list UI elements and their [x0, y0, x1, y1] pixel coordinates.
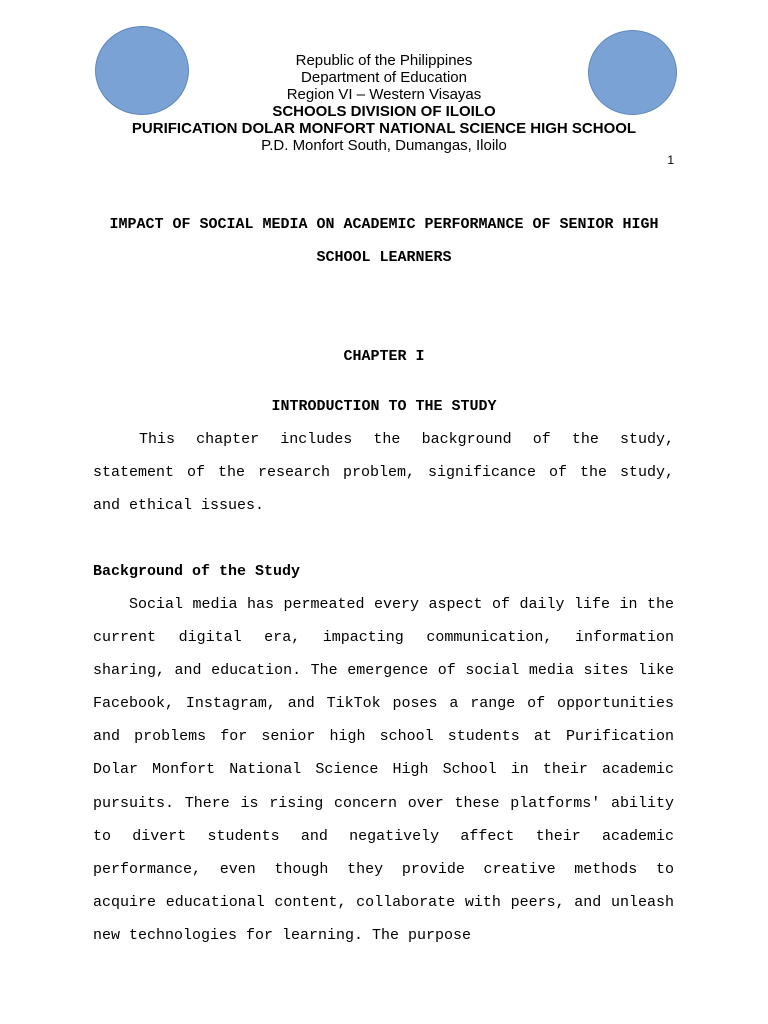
- letterhead: [0, 52, 768, 154]
- letterhead-department: Department of Education: [301, 69, 467, 86]
- letterhead-region: Region VI – Western Visayas: [286, 86, 482, 103]
- chapter-heading: CHAPTER I: [343, 348, 425, 365]
- letterhead-school-name: PURIFICATION DOLAR MONFORT NATIONAL SCIENCE HIGH SCHOOL: [131, 120, 637, 137]
- letterhead-republic: Republic of the Philippines: [295, 52, 473, 69]
- background-paragraph: Social media has permeated every aspect of daily life in the current digital era, impacting communication, information sharing, and education. The emergence of social media sites like Facebook, Instagram, and TikTok poses a range of opportunities and problems for senior high school students at Purification Dolar Monfort National Science High School in their academic pursuits. There is rising concern over these platforms' ability to divert students and negatively affect their academic performance, even though they provide creative methods to acquire educational content, collaborate with peers, and unleash new technologies for learning. The purpose: [93, 596, 674, 944]
- page-number: 1: [667, 153, 674, 167]
- section-heading: INTRODUCTION TO THE STUDY: [271, 398, 497, 415]
- letterhead-division: SCHOOLS DIVISION OF ILOILO: [272, 103, 496, 120]
- background-heading: Background of the Study: [93, 563, 301, 580]
- letterhead-address: P.D. Monfort South, Dumangas, Iloilo: [261, 137, 507, 154]
- document-title: IMPACT OF SOCIAL MEDIA ON ACADEMIC PERFORMANCE OF SENIOR HIGH SCHOOL LEARNERS: [109, 216, 659, 266]
- intro-paragraph: This chapter includes the background of the study, statement of the research problem, significance of the study, and ethical issues.: [93, 431, 674, 515]
